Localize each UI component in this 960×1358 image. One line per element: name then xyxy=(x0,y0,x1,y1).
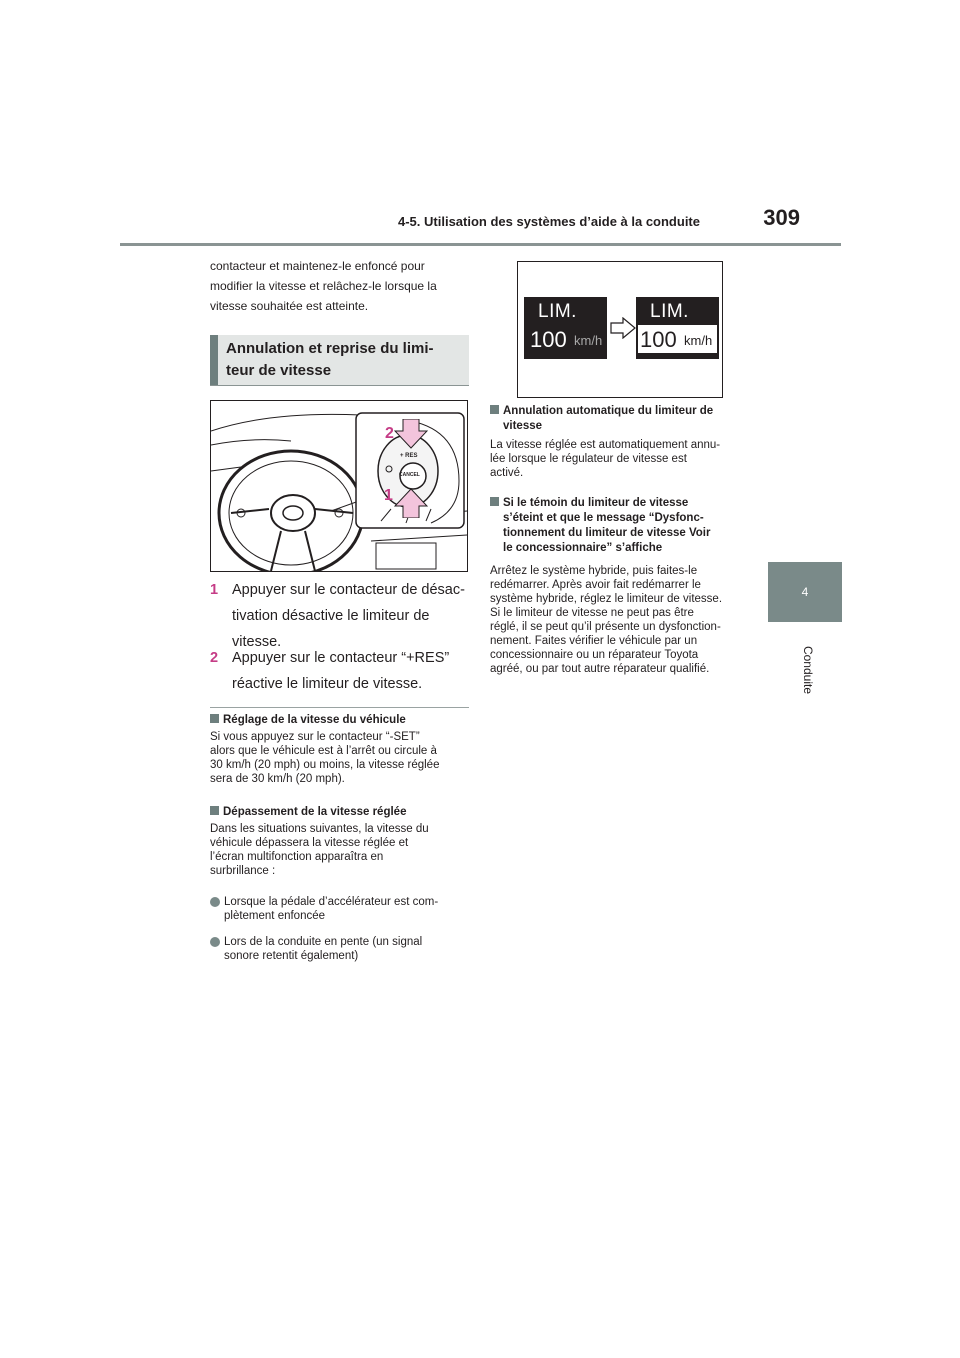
bullet-line: sonore retentit également) xyxy=(224,950,359,962)
note-title-speed xyxy=(210,713,472,728)
note-line: La vitesse réglée est automatiquement annu- xyxy=(490,439,721,451)
step-line: réactive le limiteur de vitesse. xyxy=(232,676,423,692)
note-line: Si vous appuyez sur le contacteur “-SET” xyxy=(210,731,420,743)
header-divider xyxy=(120,243,841,246)
lim-unit: km/h xyxy=(574,333,603,348)
bullet-line: Lorsque la pédale d’accélérateur est com- xyxy=(224,896,439,908)
note-line: alors que le véhicule est à l’arrêt ou circule à xyxy=(210,745,437,757)
note-title-lamp xyxy=(490,496,760,556)
step-text xyxy=(210,645,472,697)
figure-label-1: 1 xyxy=(384,487,393,504)
figure-label-2: 2 xyxy=(385,425,394,442)
note-title-text: Réglage de la vitesse du véhicule xyxy=(223,714,406,726)
cancel-switch-label: CANCEL xyxy=(399,472,420,478)
square-bullet-icon xyxy=(210,714,219,723)
note-title-auto xyxy=(490,404,760,434)
arrow-up-icon xyxy=(394,488,428,518)
note-line: surbrillance : xyxy=(210,865,276,877)
lim-label: LIM. xyxy=(538,301,577,322)
note-title-text: tionnement du limiteur de vitesse Voir xyxy=(503,527,711,539)
note-line: l’écran multifonction apparaîtra en xyxy=(210,851,384,863)
note-body-auto xyxy=(490,438,760,480)
bullet-line: plètement enfoncée xyxy=(224,910,326,922)
note-line: lée lorsque le régulateur de vitesse est xyxy=(490,453,687,465)
note-line: véhicule dépassera la vitesse réglée et xyxy=(210,837,409,849)
note-body-speed xyxy=(210,730,472,786)
step-line: tivation désactive le limiteur de xyxy=(232,608,430,624)
section-heading xyxy=(226,338,464,382)
note-line: 30 km/h (20 mph) ou moins, la vitesse réglée xyxy=(210,759,440,771)
square-bullet-icon xyxy=(210,806,219,815)
note-title-text: s’éteint et que le message “Dysfonc- xyxy=(503,512,704,524)
note-title-text: Si le témoin du limiteur de vitesse xyxy=(503,497,689,509)
circle-bullet-icon xyxy=(210,937,220,947)
notes-divider xyxy=(210,707,469,708)
bullet-item xyxy=(210,935,486,963)
step-item xyxy=(210,577,472,655)
page-number: 309 xyxy=(763,205,800,230)
note-line: activé. xyxy=(490,467,524,479)
lim-unit: km/h xyxy=(684,333,713,348)
note-line: Dans les situations suivantes, la vitesse du xyxy=(210,823,429,835)
note-line: nement. Faites vérifier le véhicule par un xyxy=(490,635,698,647)
intro-paragraph xyxy=(210,256,470,316)
intro-line: modifier la vitesse et relâchez-le lorsque la xyxy=(210,279,437,293)
square-bullet-icon xyxy=(490,497,499,506)
intro-line: vitesse souhaitée est atteinte. xyxy=(210,299,369,313)
speed-limiter-display-illustration xyxy=(517,261,723,398)
note-title-text: Annulation automatique du limiteur de xyxy=(503,405,714,417)
arrow-right-icon xyxy=(610,317,636,339)
note-title-text: vitesse xyxy=(503,420,543,432)
step-number: 1 xyxy=(210,582,219,598)
lim-value: 100 xyxy=(640,327,677,352)
square-bullet-icon xyxy=(490,405,499,414)
note-line: Si le limiteur de vitesse ne peut pas être xyxy=(490,607,694,619)
intro-line: contacteur et maintenez-le enfoncé pour xyxy=(210,259,425,273)
note-line: Arrêtez le système hybride, puis faites-le xyxy=(490,565,698,577)
step-text xyxy=(210,577,472,655)
note-title-overspeed xyxy=(210,805,472,820)
step-line: Appuyer sur le contacteur de désac- xyxy=(232,582,465,598)
chapter-tab xyxy=(768,562,842,622)
lim-value: 100 xyxy=(530,327,567,352)
note-line: système hybride, réglez le limiteur de vitesse. xyxy=(490,593,723,605)
chapter-label: Conduite xyxy=(801,645,815,695)
arrow-down-icon xyxy=(394,419,428,449)
header-section-title: 4-5. Utilisation des systèmes d’aide à la conduite xyxy=(398,214,700,229)
chapter-number: 4 xyxy=(801,585,809,599)
circle-bullet-icon xyxy=(210,897,220,907)
section-heading-line: teur de vitesse xyxy=(226,362,332,379)
note-title-text: le concessionnaire” s’affiche xyxy=(503,542,663,554)
bullet-line: Lors de la conduite en pente (un signal xyxy=(224,936,423,948)
limiter-display-after xyxy=(636,297,719,359)
section-heading-line: Annulation et reprise du limi- xyxy=(226,340,434,357)
note-line: réglé, il se peut qu’il présente un dysfonction- xyxy=(490,621,721,633)
lim-label: LIM. xyxy=(650,301,689,322)
note-line: agréé, ou par tout autre réparateur qualifié. xyxy=(490,663,710,675)
note-body-overspeed xyxy=(210,822,472,878)
section-divider xyxy=(210,385,469,386)
note-line: sera de 30 km/h (20 mph). xyxy=(210,773,345,785)
step-item xyxy=(210,645,472,697)
step-line: vitesse. xyxy=(232,634,282,650)
step-number: 2 xyxy=(210,650,219,666)
note-line: concessionnaire ou un réparateur Toyota xyxy=(490,649,699,661)
note-body-lamp xyxy=(490,564,760,676)
steering-wheel-drawing xyxy=(211,401,467,571)
steering-wheel-illustration xyxy=(210,400,468,572)
section-heading-bar xyxy=(210,335,218,385)
step-line: Appuyer sur le contacteur “+RES” xyxy=(232,650,450,666)
bullet-item xyxy=(210,895,486,923)
res-switch-label: + RES xyxy=(400,453,418,459)
limiter-display-before xyxy=(524,297,607,359)
note-line: redémarrer. Après avoir fait redémarrer le xyxy=(490,579,701,591)
note-title-text: Dépassement de la vitesse réglée xyxy=(223,806,407,818)
